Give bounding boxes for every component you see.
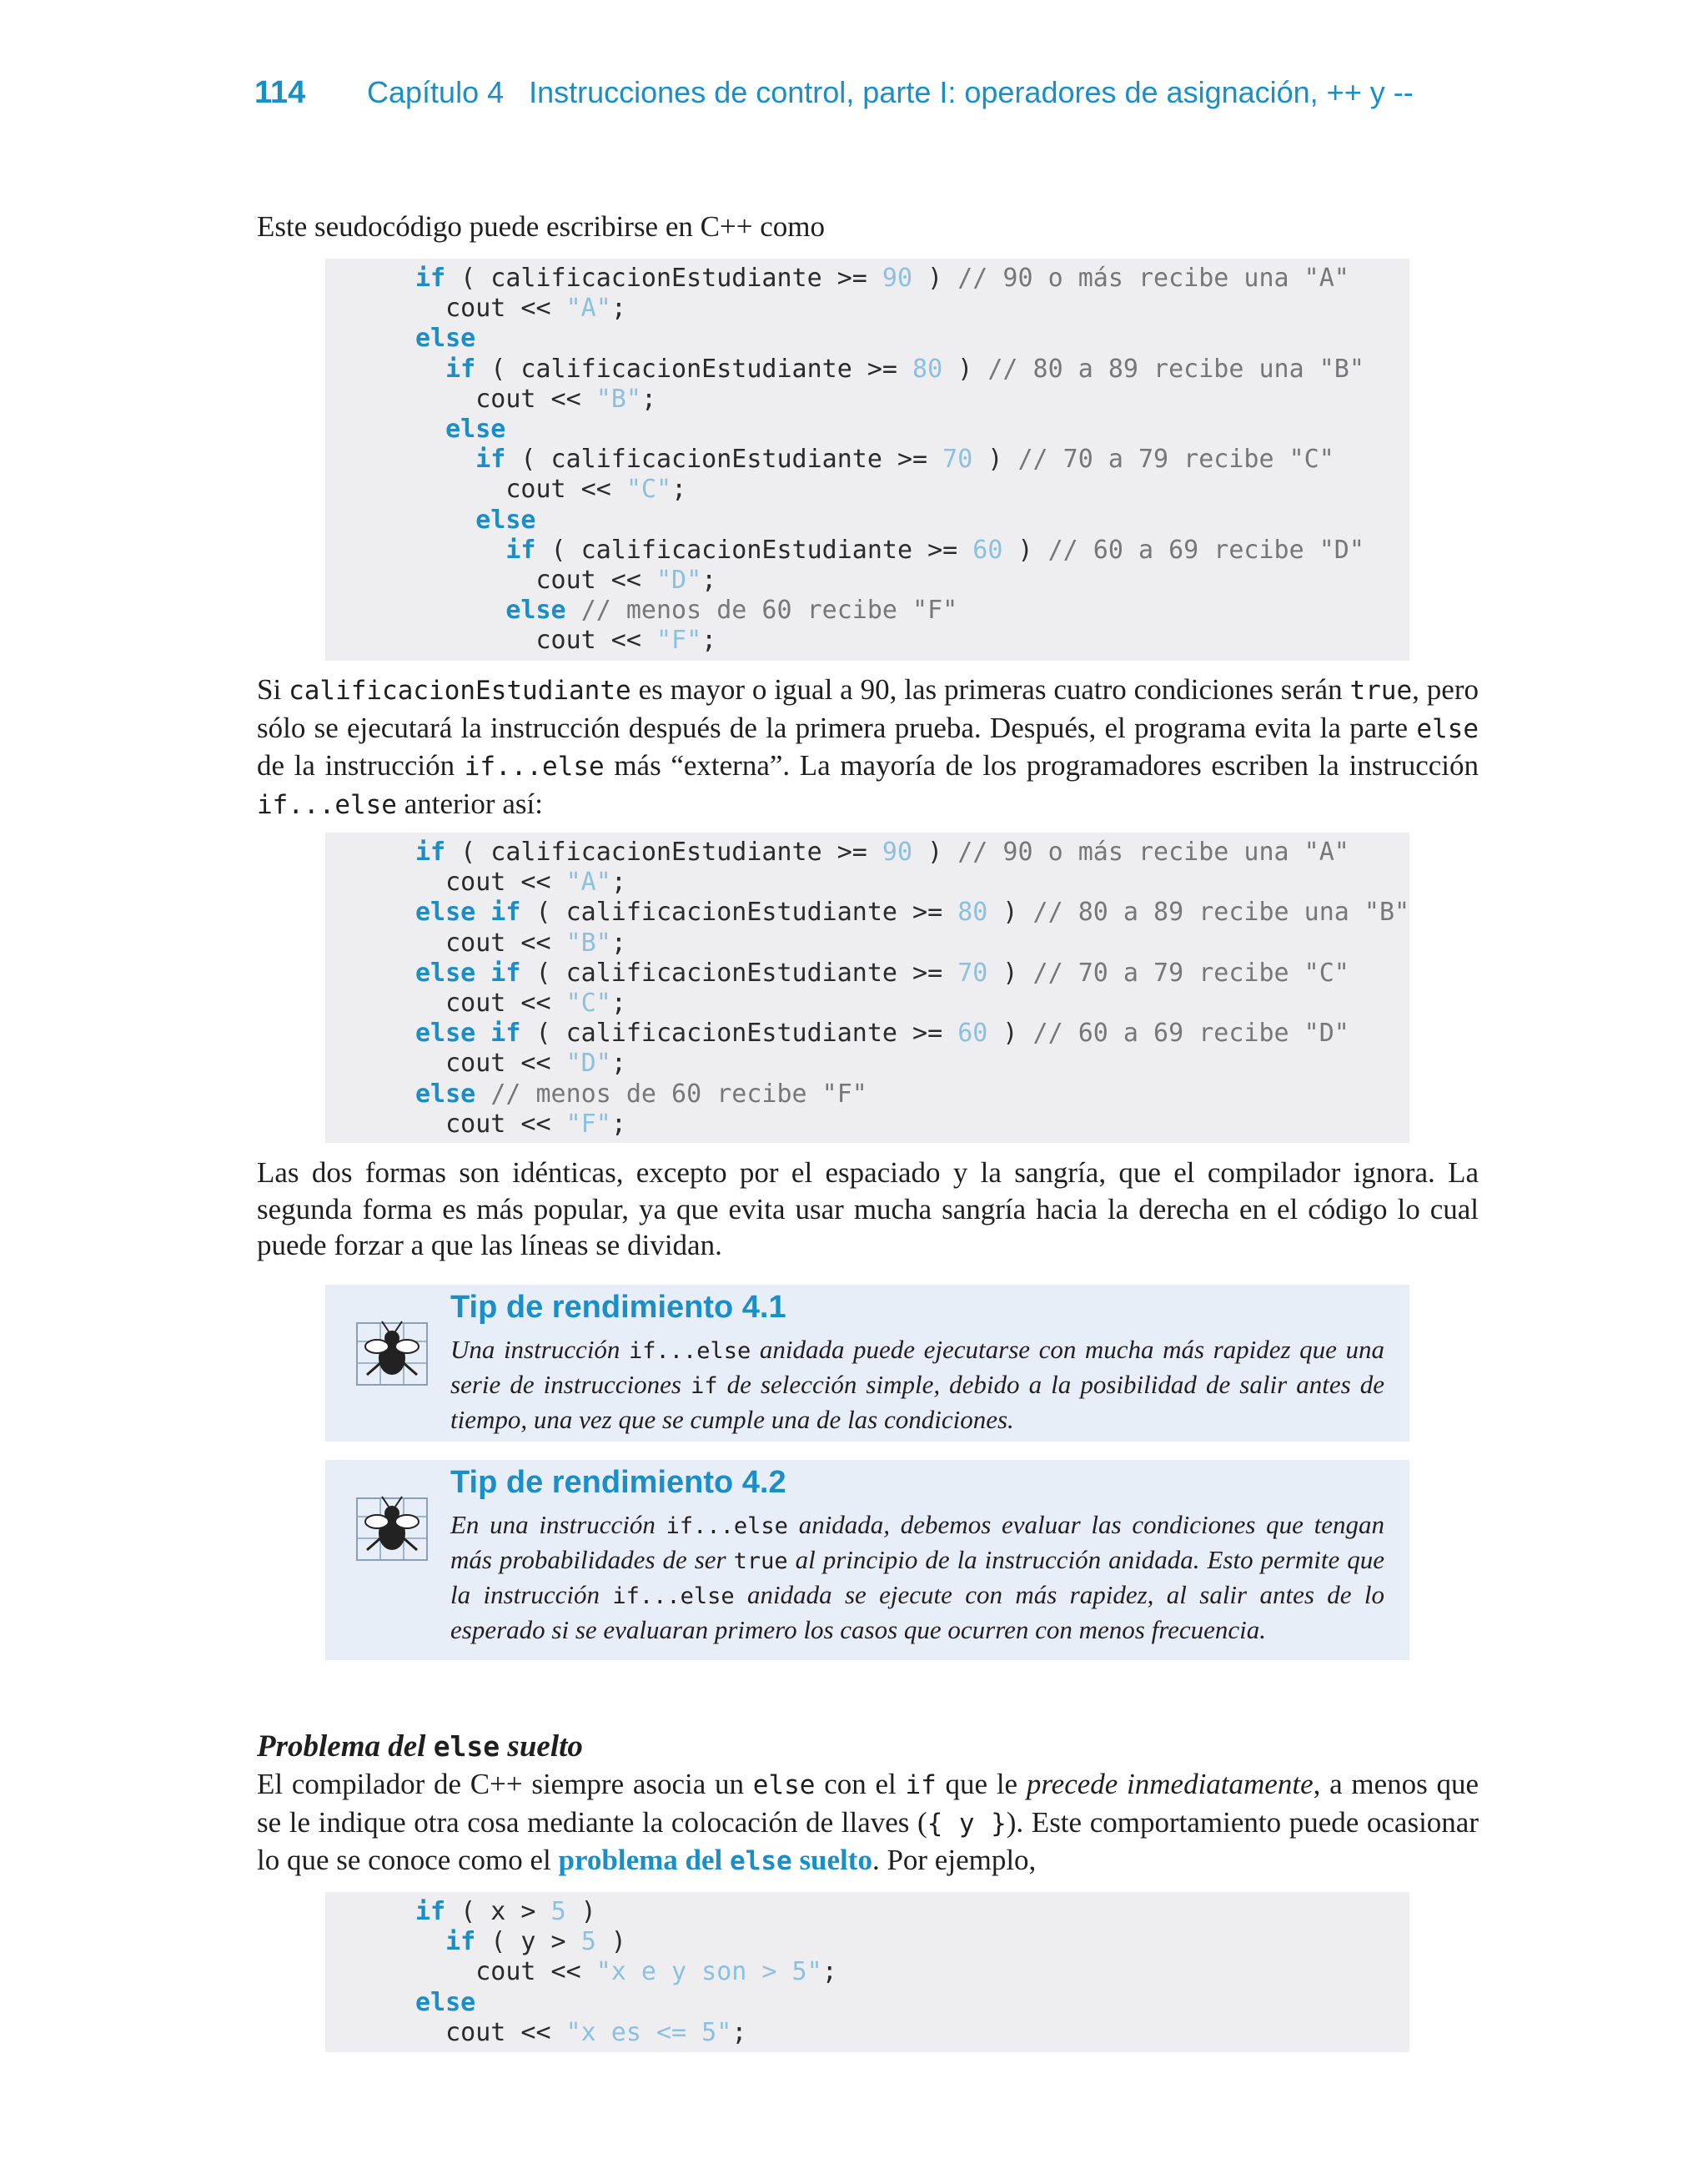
code-line: cout << "D"; [415,1049,626,1079]
key-term: problema del else suelto [558,1844,872,1876]
code-block-else-if [325,833,1409,1143]
code-line: if ( calificacionEstudiante >= 90 ) // 90 o más recibe una "A" [415,838,1349,867]
section-heading: Problema del else suelto [257,1729,583,1764]
code-line: else [415,324,476,354]
code-line: if ( y > 5 ) [445,1927,626,1957]
paragraph-explanation: Si calificacionEstudiante es mayor o igual a 90, las primeras cuatro condiciones serán true, pero sólo se ejecutará la instrucción después de la primera prueba. Después, el programa evita la parte else de la instrucción if...else más “externa”. La mayoría de los programadores escriben la instrucción if...else anterior así: [257,673,1479,820]
paragraph-dangling-else: El compilador de C++ siempre asocia un else con el if que le precede inmediatamente, a menos que se le indique otra cosa mediante la colocación de llaves ({ y }). Este comportamiento puede ocasionar lo que se conoce como el problema del else suelto. Por ejemplo, [257,1768,1479,1876]
code-line: else // menos de 60 recibe "F" [415,1079,867,1109]
tip-title: Tip de rendimiento 4.1 [450,1290,786,1325]
code-line: cout << "C"; [415,989,626,1019]
tip-text: Una instrucción if...else anidada puede ejecutarse con mucha más rapidez que una serie de instrucciones if de selección simple, debido a la posibilidad de salir antes de tiempo, una vez que se cumple una de las condiciones. [450,1335,1385,1434]
code-block-dangling-else [325,1892,1409,2052]
code-line: if ( calificacionEstudiante >= 70 ) // 70 a 79 recibe "C" [475,445,1334,475]
code-line: cout << "A"; [415,868,626,898]
code-line: cout << "B"; [415,384,656,414]
code-line: else if ( calificacionEstudiante >= 70 ) // 70 a 79 recibe "C" [415,958,1349,988]
code-line: if ( x > 5 ) [415,1897,596,1926]
tip-title: Tip de rendimiento 4.2 [450,1465,786,1500]
chapter-label: Capítulo 4 [367,75,505,109]
code-listing [415,264,1364,657]
code-line: cout << "x e y son > 5"; [415,1957,837,1987]
bug-icon [350,1492,434,1567]
code-line: if ( calificacionEstudiante >= 80 ) // 80 a 89 recibe una "B" [445,354,1364,384]
performance-tip-2 [325,1460,1409,1660]
code-line: else if ( calificacionEstudiante >= 60 ) // 60 a 69 recibe "D" [415,1019,1349,1049]
bug-icon [350,1316,434,1391]
intro-paragraph: Este seudocódigo puede escribirse en C++ como [257,210,825,243]
code-line: cout << "F"; [415,626,717,656]
code-line: if ( calificacionEstudiante >= 60 ) // 60 a 69 recibe "D" [505,535,1364,565]
code-listing [415,1897,837,2048]
code-line: cout << "B"; [415,928,626,958]
code-line: else if ( calificacionEstudiante >= 80 ) // 80 a 89 recibe una "B" [415,898,1410,928]
code-line: else [445,415,506,445]
code-line: cout << "A"; [415,294,626,324]
code-line: cout << "C"; [415,475,687,505]
code-listing [415,838,1409,1140]
page-number: 114 [254,75,306,110]
code-line: else // menos de 60 recibe "F" [505,596,958,626]
code-line: cout << "x es <= 5"; [415,2017,747,2047]
code-line: cout << "F"; [415,1109,626,1139]
code-block-nested [325,259,1409,661]
performance-tip-1 [325,1285,1409,1442]
tip-text: En una instrucción if...else anidada, debemos evaluar las condiciones que tengan más probabilidades de ser true al principio de la instrucción anidada. Esto permite que la instrucción if...else anidada se ejecute con más rapidez, al salir antes de lo esperado si se evaluaran primero los casos que ocurren con menos frecuencia. [450,1510,1385,1644]
code-line: else [415,1987,476,2017]
chapter-title: Instrucciones de control, parte I: operadores de asignación, ++ y -- [529,75,1414,109]
paragraph-comparison: Las dos formas son idénticas, excepto por el espaciado y la sangría, que el compilador ignora. La segunda forma es más popular, ya que evita usar mucha sangría hacia la derecha en el código lo cual puede forzar a que las líneas se dividan. [257,1156,1479,1261]
code-line: if ( calificacionEstudiante >= 90 ) // 90 o más recibe una "A" [415,264,1349,293]
code-line: cout << "D"; [415,566,717,596]
code-line: else [475,505,536,535]
running-header [254,75,1414,111]
